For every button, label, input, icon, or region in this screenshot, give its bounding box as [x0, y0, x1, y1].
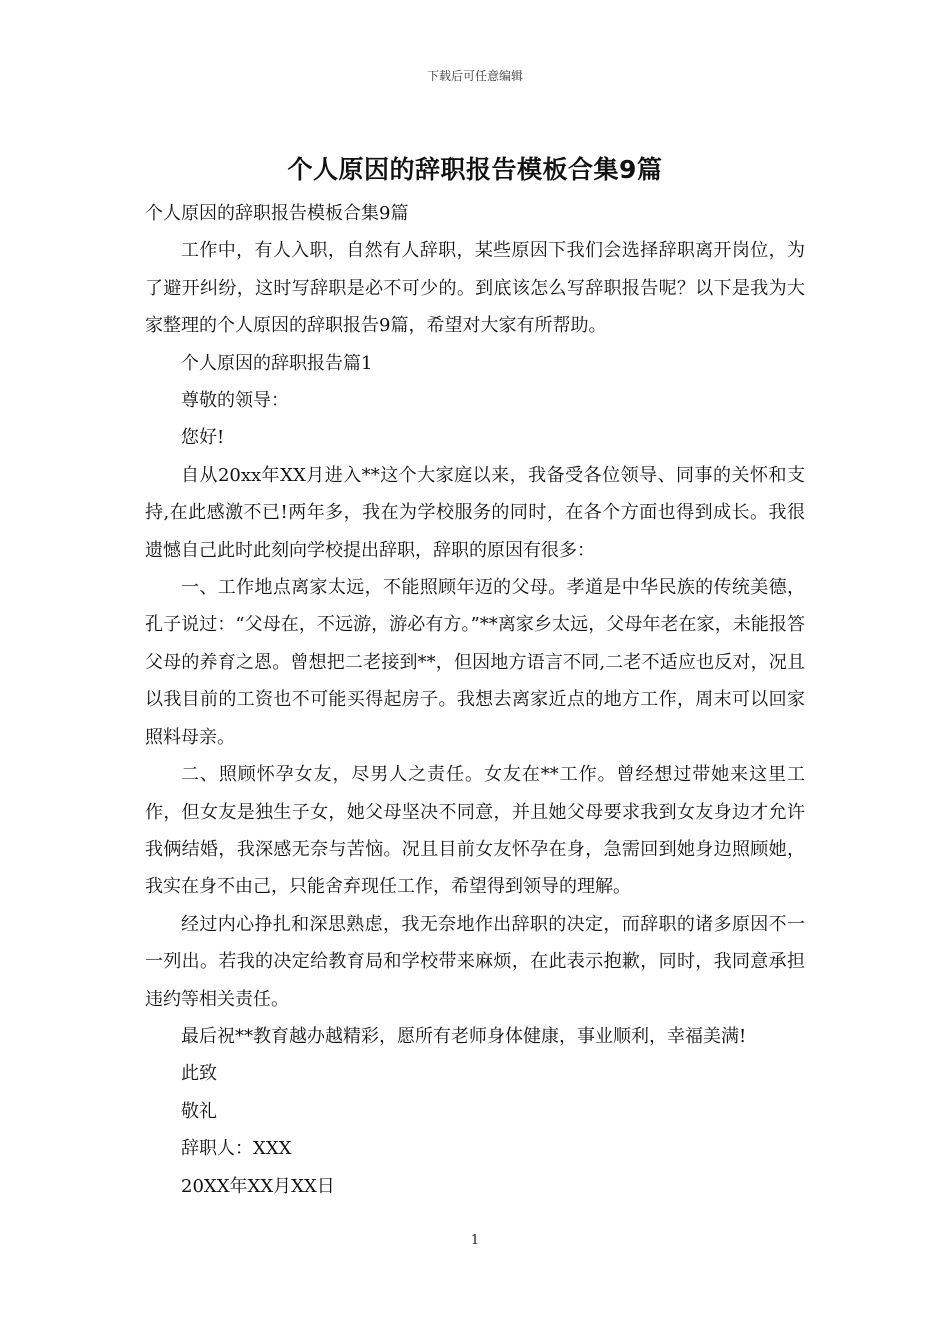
- body-paragraph: 一、工作地点离家太远，不能照顾年迈的父母。孝道是中华民族的传统美德，孔子说过：“父母在，不远游，游必有方。”**离家乡太远，父母年老在家，未能报答父母的养育之恩。曾想把二老接到**，但因地方语言不同,二老不适应也反对，况且以我目前的工资也不可能买得起房子。我想去离家近点的地方工作，周末可以回家照料母亲。: [145, 577, 805, 748]
- body-paragraph: 自从20xx年XX月进入**这个大家庭以来，我备受各位领导、同事的关怀和支持,在此感激不已!两年多，我在为学校服务的同时，在各个方面也得到成长。我很遗憾自己此时此刻向学校提出辞职，辞职的原因有很多：: [145, 464, 805, 561]
- header-note: 下载后可任意编辑: [426, 69, 523, 83]
- greeting: 您好!: [181, 427, 225, 449]
- date-line: 20XX年XX月XX日: [181, 1175, 335, 1197]
- closing-wish: 最后祝**教育越办越精彩，愿所有老师身体健康，事业顺利，幸福美满!: [181, 1025, 747, 1047]
- closing-line-2: 敬礼: [181, 1100, 217, 1122]
- intro-paragraph: 工作中，有人入职，自然有人辞职，某些原因下我们会选择辞职离开岗位，为了避开纠纷，这时写辞职是必不可少的。到底该怎么写辞职报告呢？以下是我为大家整理的个人原因的辞职报告9篇，希望对大家有所帮助。: [145, 240, 805, 337]
- document-body: [145, 195, 805, 1205]
- body-paragraph: 经过内心挣扎和深思熟虑，我无奈地作出辞职的决定，而辞职的诸多原因不一一列出。若我的决定给教育局和学校带来麻烦，在此表示抱歉，同时，我同意承担违约等相关责任。: [145, 913, 805, 1010]
- signature: 辞职人：XXX: [181, 1138, 292, 1160]
- closing-line-1: 此致: [181, 1063, 217, 1085]
- document-title: 个人原因的辞职报告模板合集9篇: [287, 155, 663, 184]
- salutation: 尊敬的领导：: [181, 390, 289, 412]
- page-number: 1: [470, 1233, 480, 1248]
- body-paragraph: 二、照顾怀孕女友，尽男人之责任。女友在**工作。曾经想过带她来这里工作，但女友是独生子女，她父母坚决不同意，并且她父母要求我到女友身边才允许我俩结婚，我深感无奈与苦恼。况且目前女友怀孕在身，急需回到她身边照顾她，我实在身不由己，只能舍弃现任工作，希望得到领导的理解。: [145, 764, 805, 898]
- subtitle-paragraph: 个人原因的辞职报告模板合集9篇: [145, 203, 409, 224]
- section-heading: 个人原因的辞职报告篇1: [181, 352, 373, 374]
